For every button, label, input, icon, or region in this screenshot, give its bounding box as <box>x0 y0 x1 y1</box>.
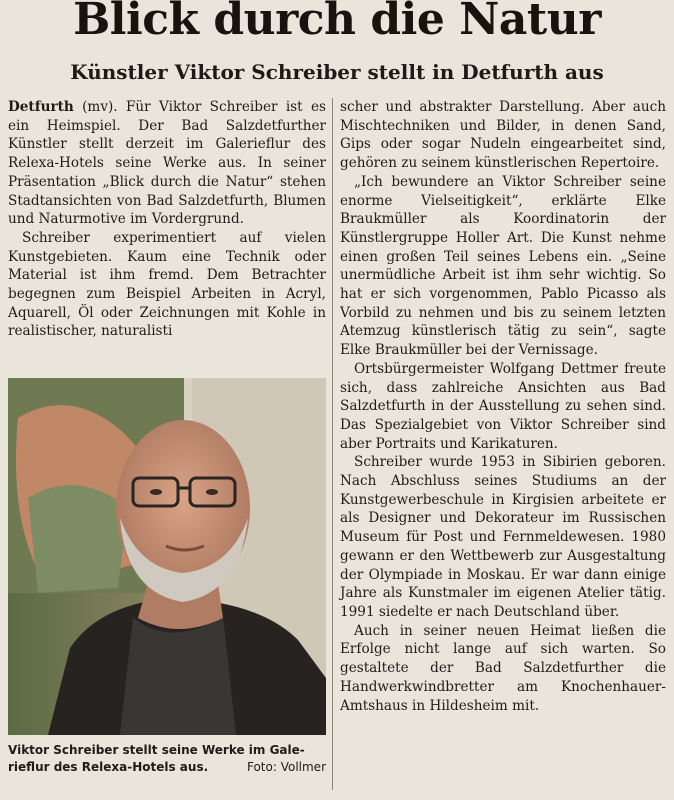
paragraph-2: Schreiber experimentiert auf vielen Kunstgebieten. Kaum eine Technik oder Material ist ihm fremd. Dem Betrachter begegnen zum Beispiel Arbeiten in Acryl, Aquarell, Öl oder Zeichnungen mit Kohle in realistischer, naturalisti <box>8 229 326 340</box>
artist-photo <box>8 378 326 735</box>
portrait-illustration <box>8 378 326 735</box>
paragraph-3: „Ich bewundere an Viktor Schreiber seine enorme Vielseitigkeit“, erklärte Elke Braukmüller als Koordinatorin der Künstlergruppe Holler Art. Die Kunst nehme einen großen Teil seines Lebens ein. „Seine unermüdliche Arbeit ist ihm sehr wichtig. So hat er sich vorgenommen, Pablo Picasso als Vorbild zu nehmen und bis zu seinem letzten Atemzug künstlerisch tätig zu sein“, sagte Elke Braukmüller bei der Vernissage. <box>340 173 666 359</box>
paragraph-1-text: (mv). Für Viktor Schreiber ist es ein Heimspiel. Der Bad Salzdetfurther Künstler stellt derzeit im Galerieflur des Relexa-Hotels seine Werke aus. In seiner Präsentation „Blick durch die Natur“ stehen Stadtansichten von Bad Salzdetfurth, Blumen und Naturmotive im Vordergrund. <box>8 99 326 228</box>
article-column-right <box>340 98 666 715</box>
paragraph-4: Ortsbürgermeister Wolfgang Dettmer freute sich, dass zahlreiche Ansichten aus Bad Salzdetfurth in der Ausstellung zu sehen sind. Das Spezialgebiet von Viktor Schreiber sind aber Portraits und Karikaturen. <box>340 360 666 452</box>
column-divider <box>332 98 333 790</box>
photo-caption-text: Viktor Schreiber stellt seine Werke im Galerieflur des Relexa-Hotels aus. <box>8 743 305 774</box>
article-subheadline: Künstler Viktor Schreiber stellt in Detfurth aus <box>70 60 604 84</box>
photo-caption <box>8 742 326 776</box>
paragraph-1 <box>8 98 326 229</box>
photo-credit: Foto: Vollmer <box>246 760 326 774</box>
article-headline: Blick durch die Natur <box>73 0 601 45</box>
dateline: Detfurth <box>8 99 74 115</box>
paragraph-6: Auch in seiner neuen Heimat ließen die Erfolge nicht lange auf sich warten. So gestaltete der Bad Salzdetfurther die Handwerkwindbretter am Knochenhauer-Amtshaus in Hildesheim mit. <box>340 622 666 714</box>
paragraph-5: Schreiber wurde 1953 in Sibirien geboren. Nach Abschluss seines Studiums an der Kunstgewerbeschule in Kirgisien arbeitete er als Designer und Dekorateur im Russischen Museum für Post und Fernmeldewesen. 1980 gewann er den Wettbewerb zur Ausgestaltung der Olympiade in Moskau. Er war dann einige Jahre als Kunstmaler im eigenen Atelier tätig. 1991 siedelte er nach Deutschland über. <box>340 454 666 620</box>
paragraph-2-continued: scher und abstrakter Darstellung. Aber auch Mischtechniken und Bilder, in denen Sand, Gips oder sogar Nudeln eingearbeitet sind, gehören zu seinem künstlerischen Repertoire. <box>340 99 666 172</box>
article-column-left <box>8 98 326 341</box>
